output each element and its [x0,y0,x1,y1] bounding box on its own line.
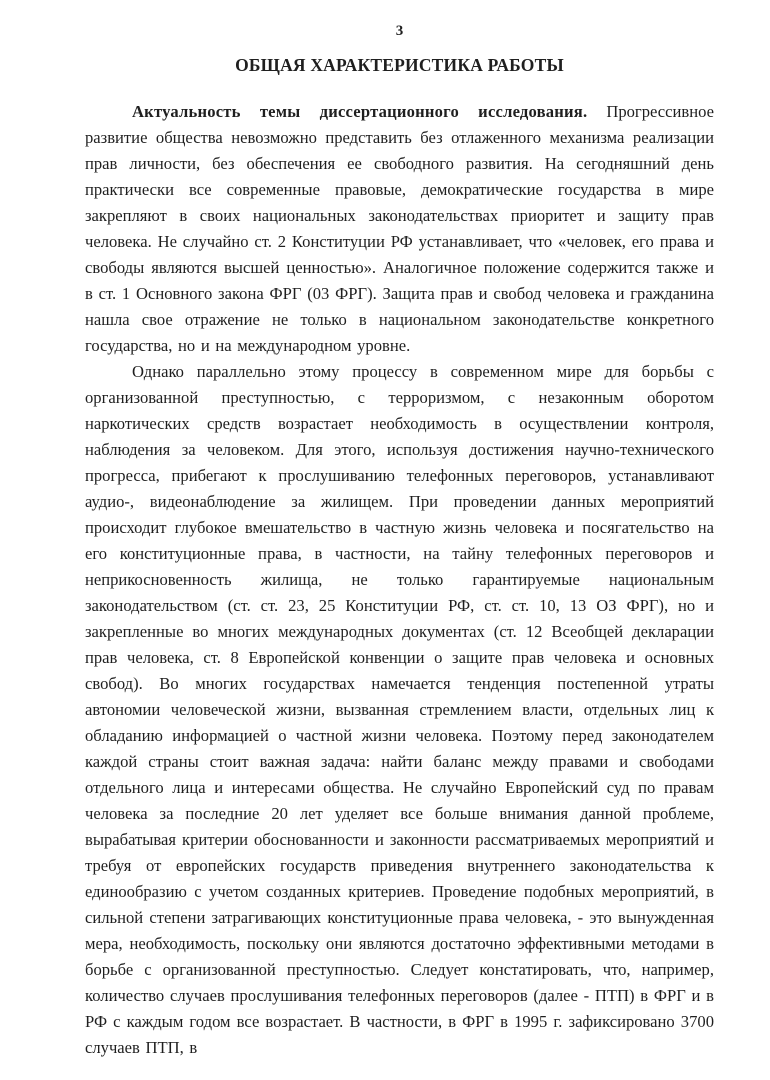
paragraph [85,359,714,1061]
paragraph [85,99,714,359]
paragraph-text: Однако параллельно этому процессу в современном мире для борьбы с организованной преступностью, с терроризмом, с незаконным оборотом наркотических средств возрастает необходимость в осуществлении контроля, наблюдения за человеком. Для этого, используя достижения научно-технического прогресса, прибегают к прослушиванию телефонных переговоров, устанавливают аудио-, видеонаблюдение за жилищем. При проведении данных мероприятий происходит глубокое вмешательство в частную жизнь человека и посягательство на его конституционные права, в частности, на тайну телефонных переговоров и неприкосновенность жилища, не только гарантируемые национальным законодательством (ст. ст. 23, 25 Конституции РФ, ст. ст. 10, 13 ОЗ ФРГ), но и закрепленные во многих международных документах (ст. 12 Всеобщей декларации прав человека, ст. 8 Европейской конвенции о защите прав человека и основных свобод). Во многих государствах намечается тенденция постепенной утраты автономии человеческой жизни, вызванная стремлением власти, отдельных лиц к обладанию информацией о частной жизни человека. Поэтому перед законодателем каждой страны стоит важная задача: найти баланс между правами и свободами отдельного лица и интересами общества. Не случайно Европейский суд по правам человека за последние 20 лет уделяет все больше внимания данной проблеме, вырабатывая критерии обоснованности и законности рассматриваемых мероприятий и требуя от европейских государств приведения внутреннего законодательства к единообразию с учетом созданных критериев. Проведение подобных мероприятий, в сильной степени затрагивающих конституционные права человека, - это вынужденная мера, необходимость, поскольку они являются достаточно эффективными методами в борьбе с организованной преступностью. Следует констатировать, что, например, количество случаев прослушивания телефонных переговоров (далее - ПТП) в ФРГ и в РФ с каждым годом все возрастает. В частности, в ФРГ в 1995 г. зафиксировано 3700 случаев ПТП, в [85,361,714,1057]
paragraph-text: Прогрессивное развитие общества невозможно представить без отлаженного механизма реализации прав личности, без обеспечения ее свободного развития. На сегодняшний день практически все современные правовые, демократические государства в мире закрепляют в своих национальных законодательствах приоритет и защиту прав человека. Не случайно ст. 2 Конституции РФ устанавливает, что «человек, его права и свободы являются высшей ценностью». Аналогичное положение содержится также и в ст. 1 Основного закона ФРГ (03 ФРГ). Защита прав и свобод человека и гражданина нашла свое отражение не только в национальном законодательстве конкретного государства, но и на международном уровне. [85,101,714,355]
paragraph-lead-bold: Актуальность темы диссертационного исследования. [132,101,588,121]
page-number: 3 [395,23,404,39]
page-title: ОБЩАЯ ХАРАКТЕРИСТИКА РАБОТЫ [235,55,564,75]
